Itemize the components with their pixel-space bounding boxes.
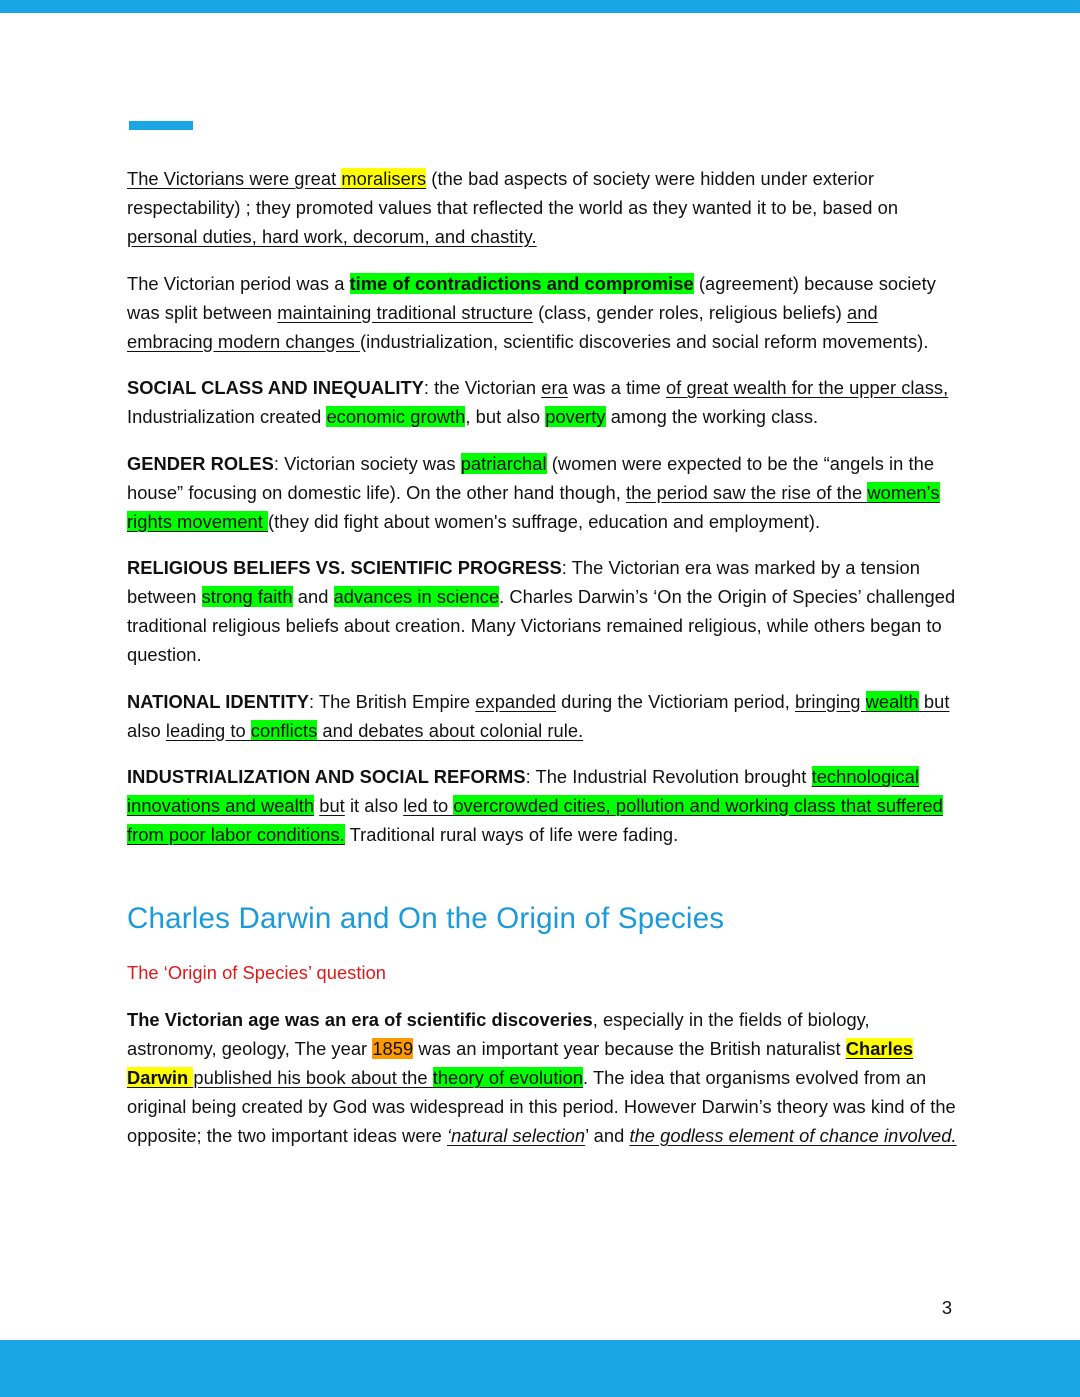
text-span: , but also bbox=[465, 406, 546, 427]
text-span: The Victorian period was a bbox=[127, 272, 350, 294]
paragraph-heading: NATIONAL IDENTITY bbox=[127, 690, 309, 712]
text-span: : The Industrial Revolution brought bbox=[525, 766, 812, 787]
text-span: : The British Empire bbox=[308, 690, 476, 712]
paragraph-heading: INDUSTRIALIZATION AND SOCIAL REFORMS bbox=[127, 766, 526, 787]
text-span: Industrialization created bbox=[127, 406, 327, 427]
paragraph-religion-science bbox=[127, 553, 962, 669]
paragraph-heading: RELIGIOUS BELIEFS VS. SCIENTIFIC PROGRESS bbox=[127, 557, 562, 578]
subsection-title: The ‘Origin of Species’ question bbox=[127, 962, 387, 983]
text-span: . Charles Darwin’s ‘On the Origin of Species’ challenged traditional religious beliefs about creation. Many Victorians remained religious, while others began to question. bbox=[127, 586, 956, 665]
highlight-green: overcrowded cities, pollution and working class that suffered from poor labor conditions. bbox=[127, 795, 943, 845]
underlined-text: but bbox=[319, 795, 345, 816]
underlined-text: personal duties, hard work, decorum, and chastity. bbox=[127, 226, 537, 247]
text-span: leading to bbox=[165, 719, 251, 741]
text-span: among the working class. bbox=[605, 406, 819, 427]
underlined-text: and embracing modern changes bbox=[127, 301, 878, 352]
text-span: (agreement) because society was split between bbox=[127, 272, 936, 323]
paragraph-heading: SOCIAL CLASS AND INEQUALITY bbox=[127, 377, 424, 398]
text-span: was an important year because the British naturalist bbox=[413, 1038, 846, 1059]
underlined-text bbox=[795, 691, 949, 712]
text-span: and bbox=[292, 586, 334, 607]
text-span bbox=[127, 168, 426, 189]
text-span: the period saw the rise of the bbox=[625, 481, 868, 503]
text-span: (industrialization, scientific discoveries and social reform movements). bbox=[359, 330, 929, 352]
underlined-text bbox=[166, 720, 583, 741]
underlined-text: era bbox=[541, 377, 568, 398]
text-span: : The Victorian era was marked by a tension between bbox=[127, 557, 920, 607]
highlight-green: women’s rights movement bbox=[127, 481, 940, 532]
text-span: Traditional rural ways of life were fading. bbox=[344, 824, 679, 845]
highlight-green: wealth bbox=[865, 690, 919, 712]
underlined-text: expanded bbox=[475, 690, 557, 712]
text-span: (women were expected to be the “angels in the house” focusing on domestic life). On the other hand though, bbox=[127, 452, 935, 503]
paragraph-contradictions bbox=[127, 269, 962, 356]
paragraph-national-identity bbox=[127, 687, 962, 745]
text-span: : Victorian society was bbox=[273, 452, 461, 474]
accent-dash bbox=[129, 121, 193, 130]
underlined-text: of great wealth for the upper class, bbox=[665, 377, 949, 398]
underlined-text: maintaining traditional structure bbox=[277, 301, 533, 323]
highlight-green: theory of evolution bbox=[432, 1067, 584, 1088]
underlined-italic-text: the godless element of chance involved. bbox=[629, 1125, 957, 1146]
text-span: (they did fight about women's suffrage, education and employment). bbox=[268, 510, 821, 532]
text-span: : the Victorian bbox=[423, 377, 542, 398]
paragraph-social-class bbox=[127, 373, 962, 431]
highlight-green: time of contradictions and compromise bbox=[349, 272, 694, 294]
underlined-italic-text: ‘natural selection bbox=[447, 1125, 586, 1146]
highlight-green: technological innovations and wealth bbox=[127, 766, 919, 816]
highlight-green: poverty bbox=[545, 406, 606, 427]
text-span: also bbox=[127, 719, 166, 741]
text-span: it also bbox=[344, 795, 404, 816]
paragraph-darwin bbox=[127, 1005, 962, 1150]
text-span: during the Victioriam period, bbox=[556, 690, 796, 712]
paragraph-heading: GENDER ROLES bbox=[127, 452, 274, 474]
paragraph-gender-roles bbox=[127, 449, 962, 536]
text-span: and debates about colonial rule. bbox=[317, 719, 584, 741]
text-span: published his book about the bbox=[193, 1067, 433, 1088]
document-body bbox=[127, 164, 962, 1168]
text-span: bringing bbox=[795, 690, 866, 712]
highlight-green: advances in science bbox=[333, 586, 500, 607]
paragraph-moralisers bbox=[127, 164, 962, 251]
bottom-accent-bar bbox=[0, 1340, 1080, 1397]
bold-text: The Victorian age was an era of scientific discoveries bbox=[127, 1009, 593, 1030]
text-span: was a time bbox=[567, 377, 666, 398]
text-span: The Victorians were great bbox=[127, 168, 342, 189]
highlight-green: strong faith bbox=[201, 586, 293, 607]
highlight-green: economic growth bbox=[326, 406, 466, 427]
paragraph-industrialization bbox=[127, 762, 962, 849]
text-span: but bbox=[923, 690, 950, 712]
text-span: , especially in the fields of biology, astronomy, geology, The year bbox=[127, 1009, 870, 1059]
text-span: (the bad aspects of society were hidden under exterior respectability) ; they promoted values that reflected the world as they wanted it to be, based on bbox=[127, 168, 899, 218]
highlight-yellow: Charles Darwin bbox=[127, 1038, 914, 1088]
text-span: (class, gender roles, religious beliefs) bbox=[532, 301, 848, 323]
section-title: Charles Darwin and On the Origin of Species bbox=[127, 902, 725, 935]
highlight-green: patriarchal bbox=[460, 452, 547, 474]
text-span: ’ and bbox=[585, 1125, 630, 1146]
highlight-yellow: moralisers bbox=[341, 168, 427, 189]
highlight-green: conflicts bbox=[250, 719, 318, 741]
text-span: . The idea that organisms evolved from an original being created by God was widespread in this period. However Darwin’s theory was kind of the opposite; the two important ideas were bbox=[127, 1067, 956, 1146]
underlined-text: led to bbox=[403, 795, 454, 816]
page-number: 3 bbox=[941, 1297, 952, 1318]
top-accent-bar bbox=[0, 0, 1080, 13]
highlight-orange: 1859 bbox=[372, 1038, 414, 1059]
